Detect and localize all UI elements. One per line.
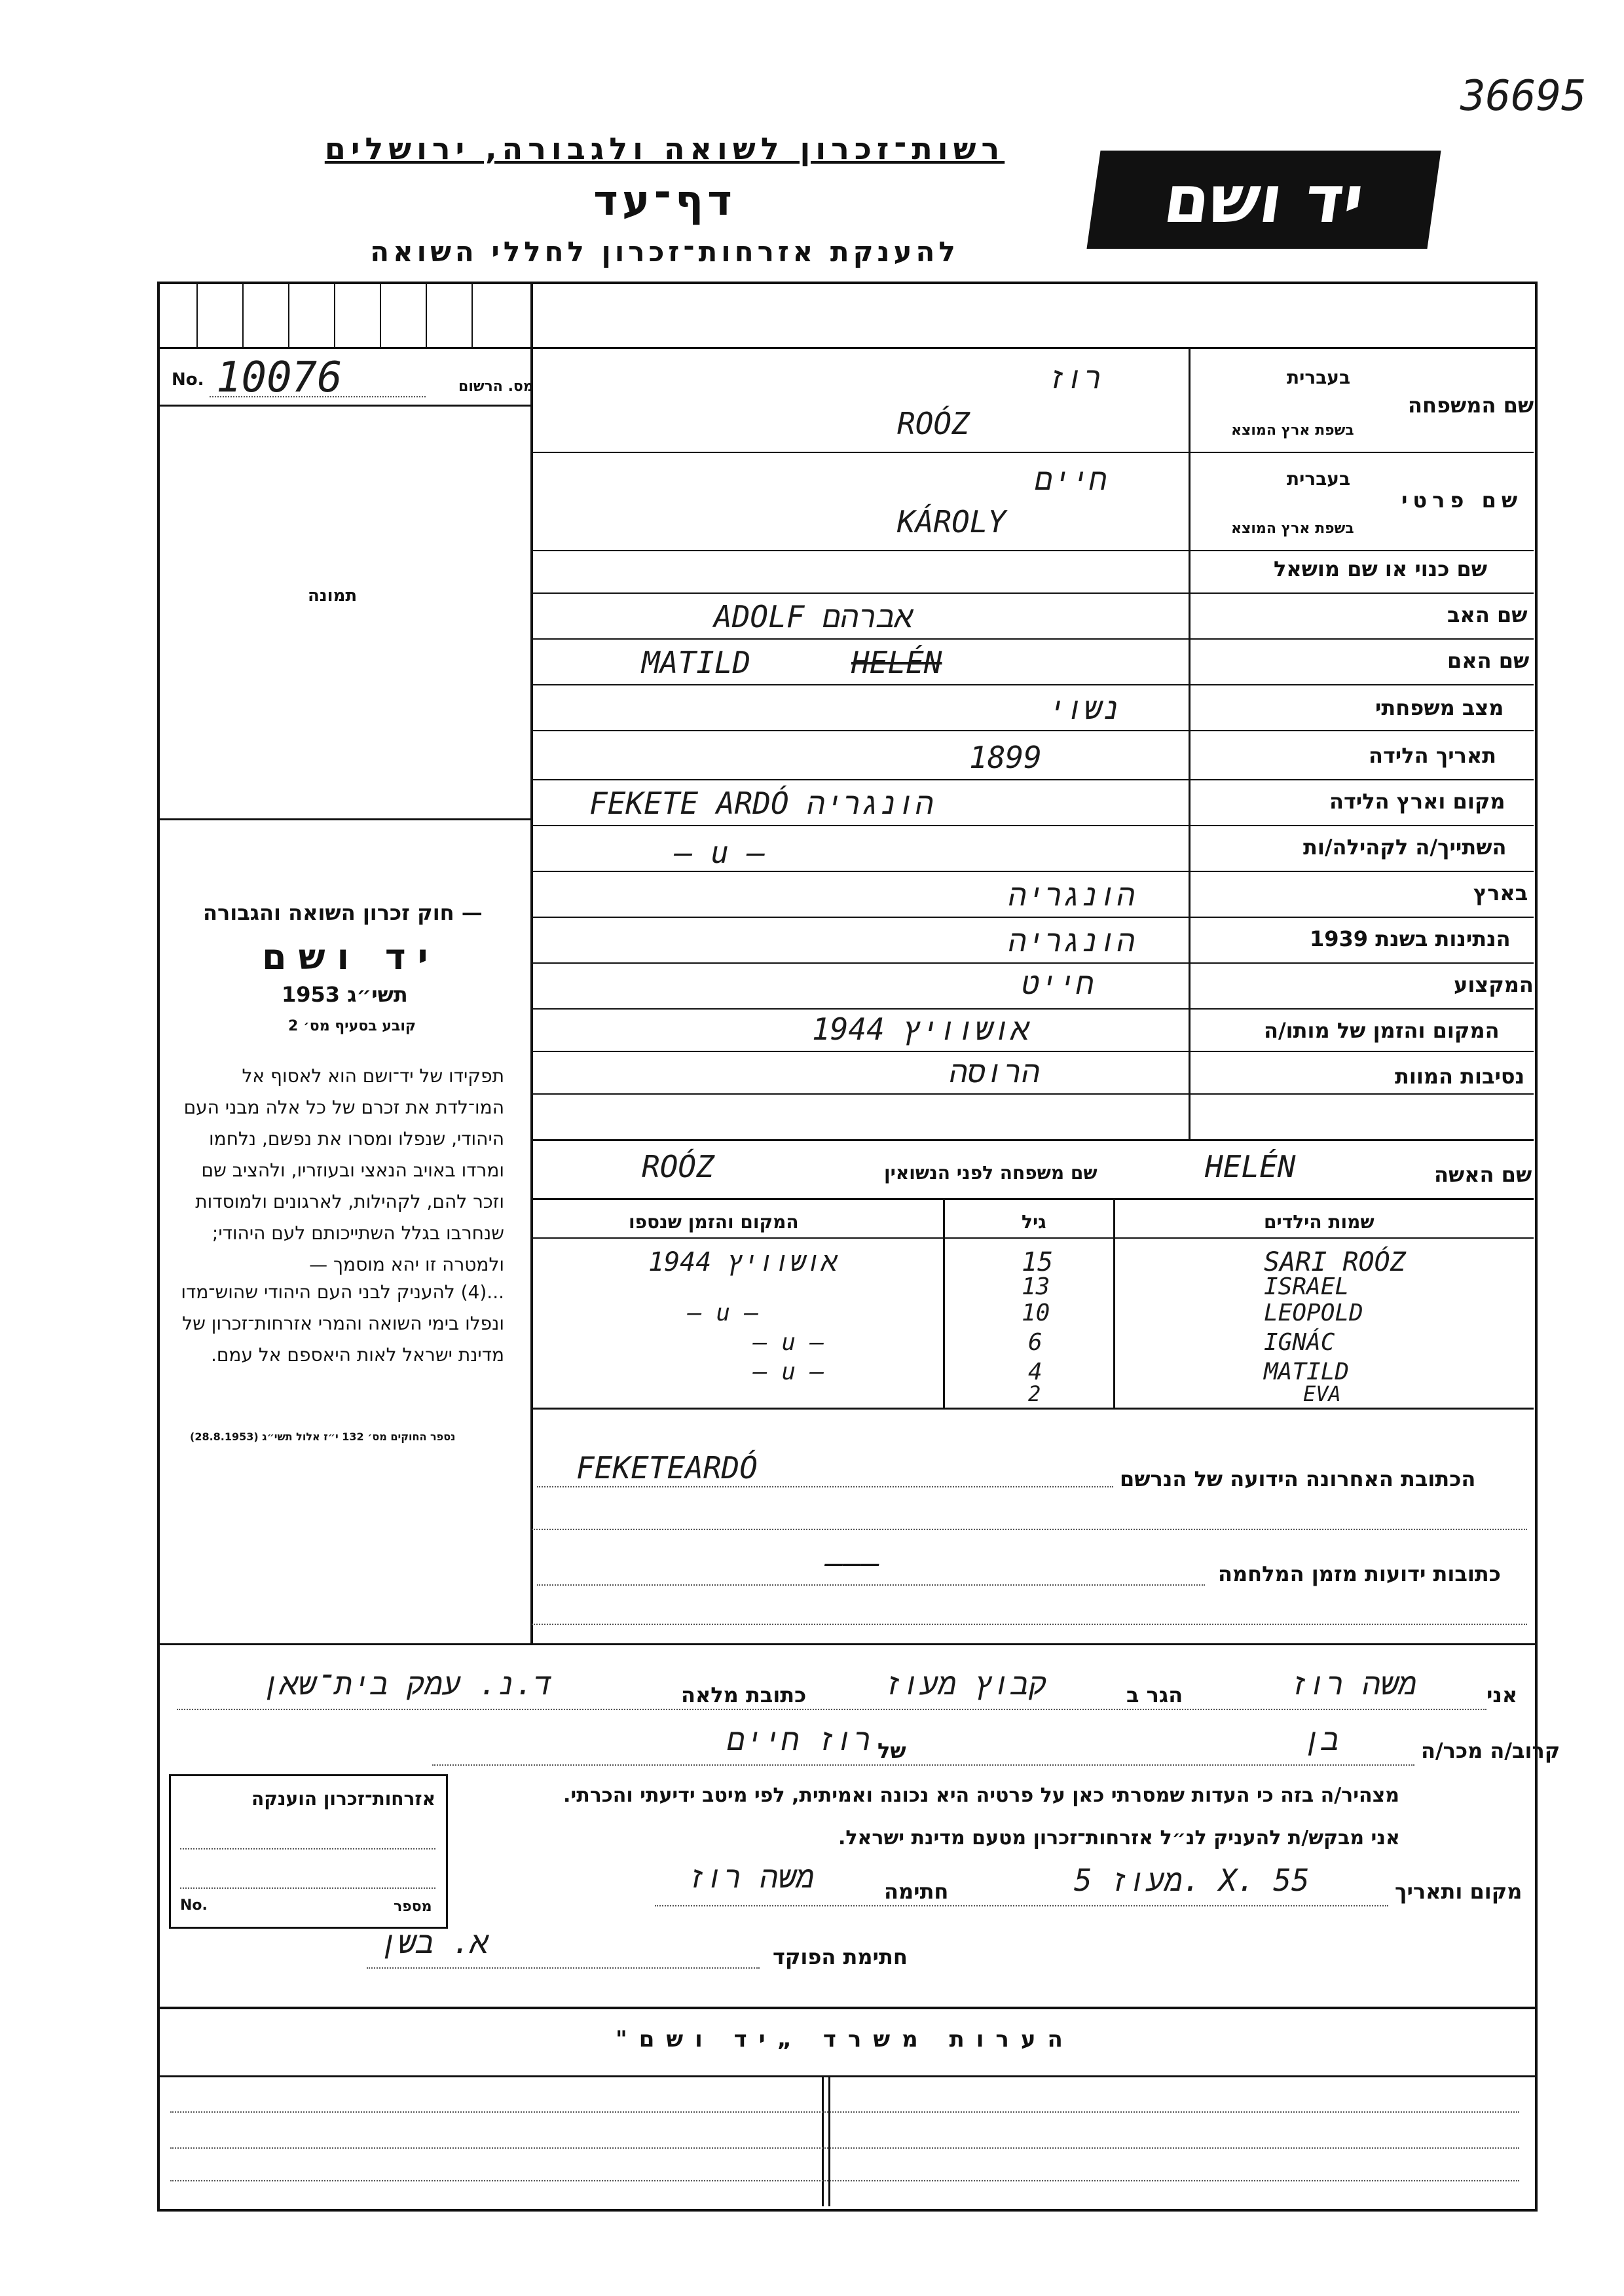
wife-first-name: HELÉN xyxy=(1205,1149,1296,1184)
death-value: 1944 אושוויץ xyxy=(812,1011,1029,1047)
first-name-sub-native: בשפת ארץ המוצא xyxy=(1231,520,1354,537)
mother-label: שם האם xyxy=(1447,648,1530,673)
declarant-resides: קבוץ מעוז xyxy=(884,1666,1047,1702)
declarant-relation: בן xyxy=(1303,1722,1340,1757)
signature-value: משה רוז xyxy=(688,1859,815,1895)
child-name: SARI ROÓZ xyxy=(1264,1247,1406,1277)
signature-label: חתימה xyxy=(884,1879,949,1904)
wife-maiden-name: ROÓZ xyxy=(642,1149,714,1184)
child-death: — u — xyxy=(753,1358,824,1385)
citizenship-value: הונגריה xyxy=(1008,923,1135,958)
law-name: יד ושם xyxy=(262,936,440,977)
country-label: בארץ xyxy=(1473,881,1528,905)
child-age: 13 xyxy=(1022,1273,1050,1300)
marital-label: מצב משפחתי xyxy=(1375,695,1504,720)
father-label: שם האב xyxy=(1447,602,1528,627)
law-text-2: ...(4) להעניק לבני העם היהודי שהוש־מדו ונפלו בימי השואה והמרי אזרחות־זכרון של מדינת ישראל לאות היאספם אל עמם. xyxy=(181,1281,504,1366)
authority-title: רשות־זכרון לשואה ולגבורה, ירושלים xyxy=(324,131,1005,166)
citizenship-box xyxy=(169,1774,448,1929)
declarant-name: משה רוז xyxy=(1290,1666,1417,1702)
father-value: ADOLF אברהם xyxy=(714,599,913,634)
citizenship-label: הנתינות בשנת 1939 xyxy=(1310,926,1511,951)
request-text: אני מבקש/ת להעניק לנ״ל אזרחות־זכרון מטעם מדינת ישראל. xyxy=(838,1827,1400,1850)
death-label: המקום והזמן של מותו/ה xyxy=(1264,1018,1500,1043)
registration-number: 10076 xyxy=(216,354,342,402)
declarant-address-label: כתובת מלאה xyxy=(681,1683,807,1707)
family-name-hebrew: רוז xyxy=(1048,360,1102,395)
child-name: IGNÁC xyxy=(1264,1329,1335,1356)
child-name: MATILD xyxy=(1264,1358,1350,1385)
birth-date-value: 1899 xyxy=(969,740,1042,775)
registration-label: מס. הרשום xyxy=(458,378,534,395)
family-name-label: שם המשפחה xyxy=(1408,393,1534,418)
last-address-value: FEKETEARDÓ xyxy=(576,1450,758,1485)
notes-title: הערות משרד „יד ושם" xyxy=(616,2026,1075,2052)
child-age: 6 xyxy=(1028,1329,1043,1356)
family-name-sub-native: בשפת ארץ המוצא xyxy=(1231,422,1354,439)
child-death: — u — xyxy=(753,1329,824,1356)
declarant-of: רוז חיים xyxy=(727,1722,872,1757)
citizenship-box-title: אזרחות־זכרון הוענקה xyxy=(251,1788,435,1810)
law-clause: קובע בסעיף מס׳ 2 xyxy=(288,1018,416,1034)
declaration-text: מצהיר/ה בזה כי העדות שמסרתי כאן על פרטיה היא נכונה ואמיתית, לפי מיטב ידיעתי והכרתי. xyxy=(563,1784,1399,1807)
officer-signature: א. בשן xyxy=(380,1925,489,1960)
occupation-value: חייט xyxy=(1022,966,1094,1001)
children-col-age: גיל xyxy=(1022,1211,1046,1233)
community-label: השתייך/ה לקהילה/ות xyxy=(1303,835,1507,860)
child-age: 10 xyxy=(1022,1300,1050,1326)
place-date-label: מקום ותאריך xyxy=(1395,1879,1522,1904)
place-date-value: מעוז 5. X. 55 xyxy=(1074,1863,1310,1898)
declarant-of-label: של xyxy=(877,1738,906,1763)
child-name: ISRAEL xyxy=(1264,1273,1350,1300)
first-name-label: שם פרטי xyxy=(1401,488,1523,513)
citizenship-box-no: No. xyxy=(180,1897,208,1914)
country-value: הונגריה xyxy=(1008,877,1135,913)
photo-label: תמונה xyxy=(308,586,358,606)
wife-maiden-label: שם משפחה לפני הנשואין xyxy=(884,1162,1098,1184)
birth-place-value: FEKETE ARDÓ הונגריה xyxy=(589,786,934,821)
death-cause-value: הרוסה xyxy=(950,1054,1041,1089)
declarant-relation-label: קרוב/ה מכר/ה xyxy=(1421,1738,1560,1763)
last-address-label: הכתובת האחרונה הידועה של הנרשם xyxy=(1120,1467,1476,1491)
child-death: 1944 אושוויץ xyxy=(648,1247,838,1277)
nickname-label: שם כנוי או שם מושאל xyxy=(1274,556,1488,581)
law-footnote: נספר החוקים מס׳ 132 י״ז אלול תשי״ג (28.8.1953) xyxy=(190,1430,456,1443)
law-year: תשי״ג 1953 xyxy=(282,982,408,1007)
first-name-hebrew: חיים xyxy=(1035,462,1107,497)
war-address-value: ——— xyxy=(825,1545,880,1580)
community-value: — u — xyxy=(674,835,766,870)
death-cause-label: נסיבות המוות xyxy=(1395,1064,1525,1089)
declarant-i-label: אני xyxy=(1486,1683,1518,1707)
child-age: 15 xyxy=(1022,1247,1054,1277)
document-number: 36695 xyxy=(1460,72,1587,120)
child-name: EVA xyxy=(1303,1381,1341,1406)
child-name: LEOPOLD xyxy=(1264,1300,1363,1326)
children-col-names: שמות הילדים xyxy=(1264,1211,1375,1233)
form-title: דף־עד xyxy=(593,177,736,225)
yad-vashem-logo: יד ושם xyxy=(1086,151,1441,249)
occupation-label: המקצוע xyxy=(1454,972,1534,997)
child-death: — u — xyxy=(688,1300,759,1326)
declarant-resides-label: הגר ב xyxy=(1126,1683,1183,1707)
birth-date-label: תאריך הלידה xyxy=(1369,743,1497,768)
form-subtitle: להענקת אזרחות־זכרון לחללי השואה xyxy=(370,236,959,268)
wife-label: שם האשה xyxy=(1434,1162,1532,1187)
child-age: 4 xyxy=(1028,1358,1043,1385)
first-name-native: KÁROLY xyxy=(897,504,1006,539)
children-col-death: המקום והזמן שנספו xyxy=(629,1211,799,1233)
family-name-native: ROÓZ xyxy=(897,406,970,441)
law-text-1: תפקידו של יד־ושם הוא לאסוף אל המו־לדת את זכרם של כל אלה מבני העם היהודי, שנפלו ומסרו את נפשם, נלחמו ומרדו באויב הנאצי ובעוזריו, ולהציב שם וזכר להם, לקהילות, לארגונים ולמוסדות שנחרבו בגלל השתייכותם לעם היהודי; ולמטרה זו יהא מוסמך — xyxy=(183,1065,504,1275)
war-address-label: כתובות ידועות מזמן המלחמה xyxy=(1218,1561,1501,1586)
mother-value: MATILD xyxy=(642,645,751,680)
declarant-address: ד.נ. עמק בית־שאן xyxy=(262,1666,552,1702)
birth-place-label: מקום וארץ הלידה xyxy=(1329,789,1505,814)
citizenship-box-number-label: מספר xyxy=(394,1899,432,1915)
officer-signature-label: חתימת הפוקד xyxy=(773,1944,908,1969)
child-age: 2 xyxy=(1028,1381,1041,1406)
marital-value: נשוי xyxy=(1048,691,1120,726)
first-name-sub-hebrew: בעברית xyxy=(1287,468,1351,490)
mother-struck-value: HELÉN xyxy=(851,645,942,680)
law-title: — חוק זכרון השואה והגבורה xyxy=(203,900,483,925)
family-name-sub-hebrew: בעברית xyxy=(1287,367,1351,388)
registration-no-label: No. xyxy=(172,370,204,390)
